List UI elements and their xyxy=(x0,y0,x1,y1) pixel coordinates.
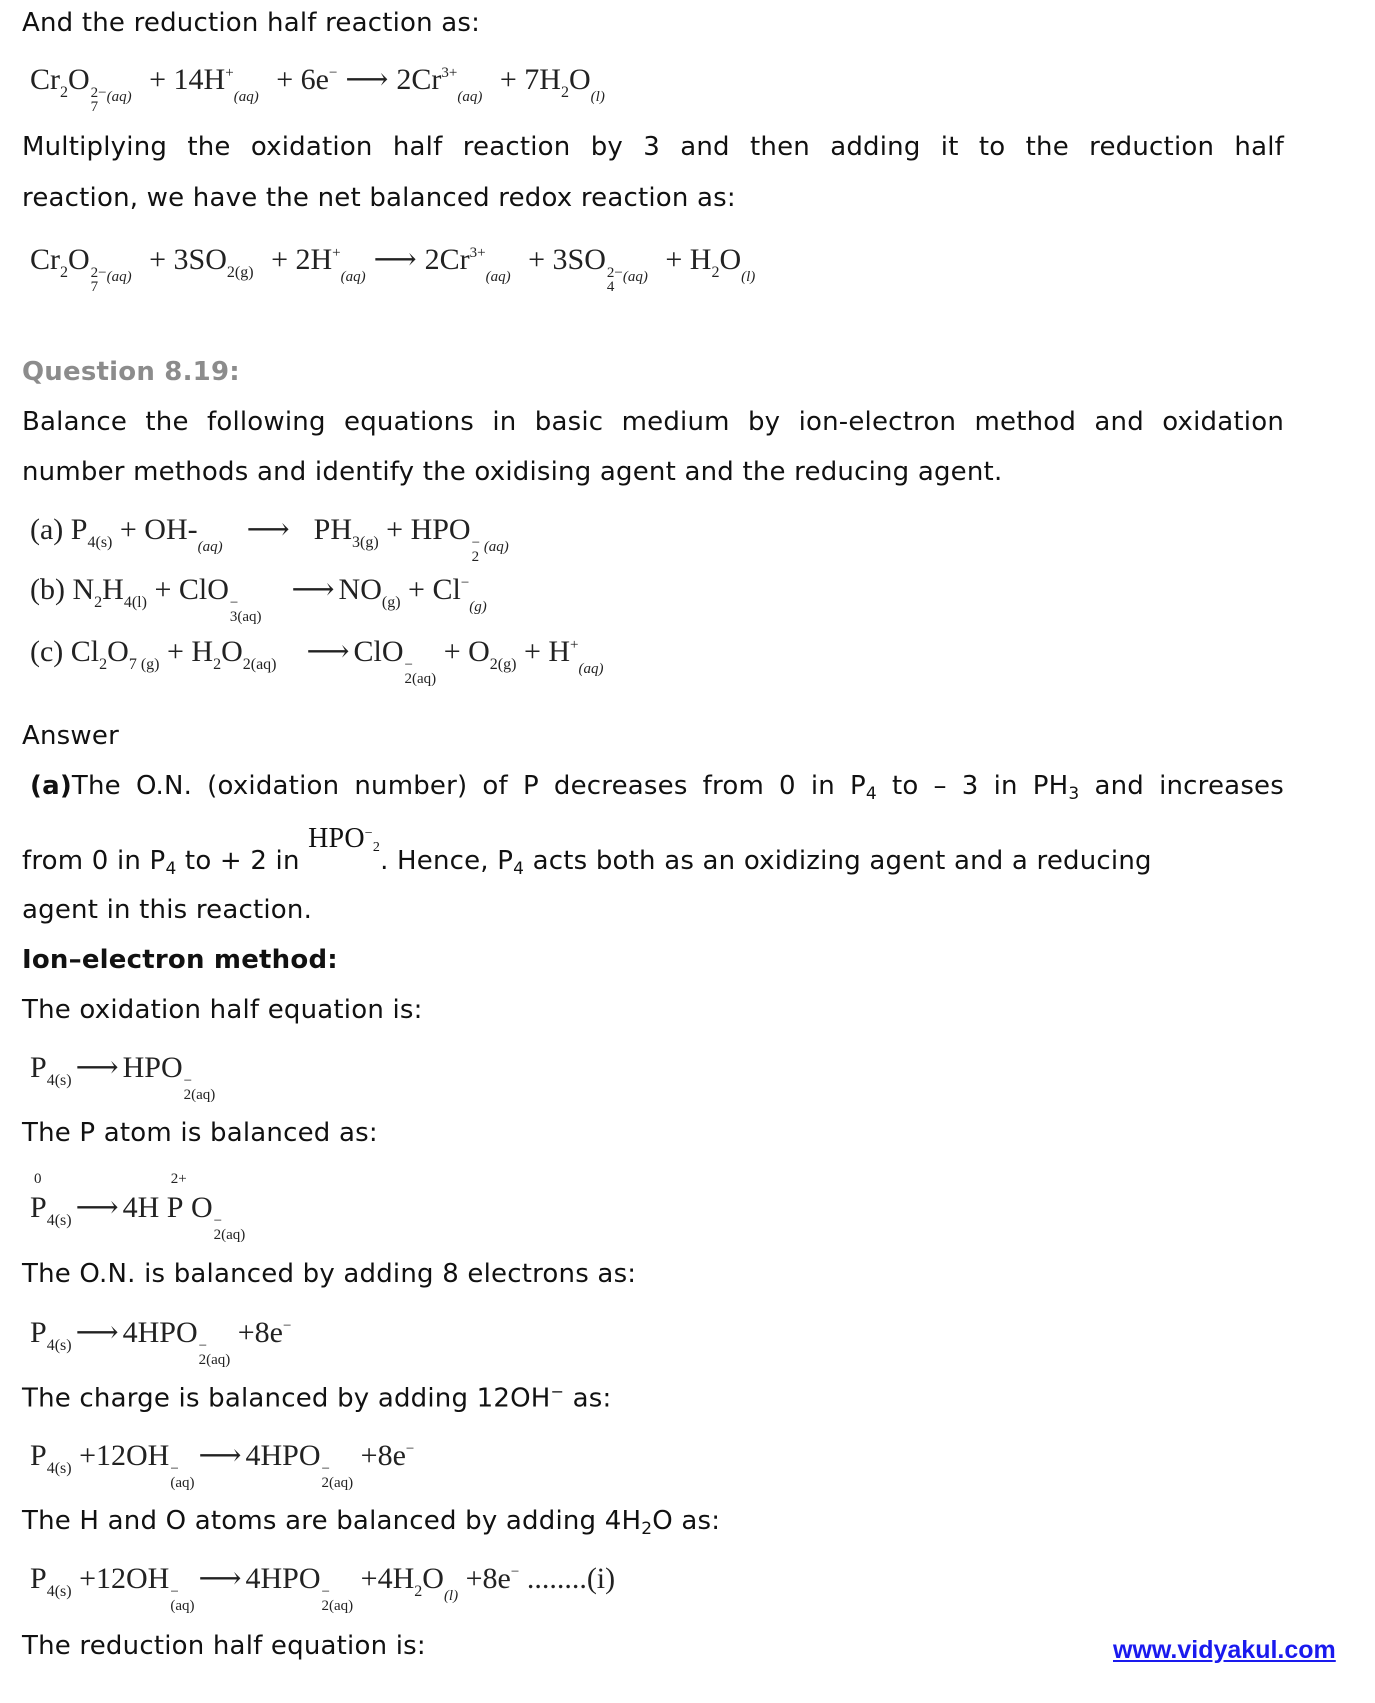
ho-text-2: O as: xyxy=(652,1506,721,1536)
answer-a2-text-3: . Hence, P xyxy=(380,846,514,876)
charge-balanced-text xyxy=(22,1382,611,1414)
subscript: 3 xyxy=(1068,784,1080,804)
answer-a2-text-1: from 0 in P xyxy=(22,846,166,876)
answer-a-line-3: agent in this reaction. xyxy=(22,895,313,925)
answer-a-text-1: The O.N. (oxidation number) of P decreases from 0 in P xyxy=(71,771,866,801)
equation-oxidation-half: $P_{4(s)}$ ⟶ HPO − 2(aq) xyxy=(30,1051,216,1103)
answer-a2-text-2: to + 2 in xyxy=(176,846,309,876)
answer-a-text-2: to – 3 in PH xyxy=(876,771,1069,801)
inline-formula-hpo2: $HPO^-_2$ xyxy=(308,823,381,855)
website-link[interactable]: www.vidyakul.com xyxy=(1113,1636,1336,1664)
subscript: 4 xyxy=(513,859,525,879)
answer-a-line-1 xyxy=(30,771,1284,804)
subscript: 2 xyxy=(641,1519,653,1539)
equation-question-c: (c) $Cl_2O_{7 (g)} + H_2O_{2(aq)}$ ⟶ ClO − 2(aq) + $O_{2(g)} + H^+_{(aq)}$ xyxy=(30,635,604,687)
question-line-1: Balance the following equations in basic medium by ion-electron method and oxidation xyxy=(22,407,1284,437)
ion-electron-heading: Ion–electron method: xyxy=(22,945,338,975)
reduction-half-text: The reduction half equation is: xyxy=(22,1631,426,1661)
ho-balanced-text xyxy=(22,1506,720,1539)
answer-a-label: (a) xyxy=(30,771,72,801)
equation-p-balanced: P 0 $_{4(s)}$ ⟶ 4H P 2+ O − 2(aq) xyxy=(30,1171,246,1243)
oxidation-half-text: The oxidation half equation is: xyxy=(22,995,423,1025)
multiplying-line-1: Multiplying the oxidation half reaction by 3 and then adding it to the reduction half xyxy=(22,132,1284,162)
question-title: Question 8.19: xyxy=(22,357,240,387)
answer-a-line-2 xyxy=(22,823,1152,879)
p-atom-balanced-text: The P atom is balanced as: xyxy=(22,1118,378,1148)
answer-a-text-3: and increases xyxy=(1079,771,1285,801)
superscript: − xyxy=(550,1382,565,1401)
charge-text-1: The charge is balanced by adding 12OH xyxy=(22,1383,551,1414)
equation-question-b: (b) $N_2H_{4(l)}$ + ClO − 3(aq) ⟶ $NO_{(g)} + Cl^-_{(g)}$ xyxy=(30,573,487,625)
equation-on-balanced: $P_{4(s)}$ ⟶ 4HPO − 2(aq) +8e− xyxy=(30,1316,292,1368)
answer-label: Answer xyxy=(22,721,119,751)
subscript: 4 xyxy=(165,859,177,879)
ho-text-1: The H and O atoms are balanced by adding 4H xyxy=(22,1506,642,1536)
intro-reduction-text: And the reduction half reaction as: xyxy=(22,8,481,38)
equation-question-a: (a) $P_{4(s)}$ + $OH-_{(aq)}⟶$ $PH_{3(g)}$ + HPO − 2 $_{(aq)}$ xyxy=(30,513,509,565)
equation-net-redox: $Cr_2O$ 2− 7 $_{(aq)} + 3SO_{2(g)}$ + $2H^+_{(aq)}⟶$ $2Cr^{3+}_{(aq)} + 3SO$ 2− 4 $_{(aq)} + H_2O_{(l)}$ xyxy=(30,243,756,295)
multiplying-line-2: reaction, we have the net balanced redox reaction as: xyxy=(22,183,736,213)
subscript: 4 xyxy=(865,784,877,804)
question-line-2: number methods and identify the oxidising agent and the reducing agent. xyxy=(22,457,1003,487)
equation-reduction-half: $Cr_2O$ 2− 7 $_{(aq)} + 14H^+_{(aq)} + 6e^-$ ⟶ $2Cr^{3+}_{(aq)} + 7H_2O_{(l)}$ xyxy=(30,63,605,115)
equation-charge-balanced: $P_{4(s)} +12OH$ − (aq) ⟶ 4HPO − 2(aq) +8e− xyxy=(30,1439,415,1491)
on-balanced-text: The O.N. is balanced by adding 8 electrons as: xyxy=(22,1259,637,1289)
charge-text-2: as: xyxy=(564,1383,612,1414)
equation-ho-balanced: $P_{4(s)} +12OH$ − (aq) ⟶ 4HPO − 2(aq) $+4H_2O_{(l)} +8e^-$ ........(i) xyxy=(30,1562,616,1614)
answer-a2-text-4: acts both as an oxidizing agent and a reducing xyxy=(524,846,1152,876)
